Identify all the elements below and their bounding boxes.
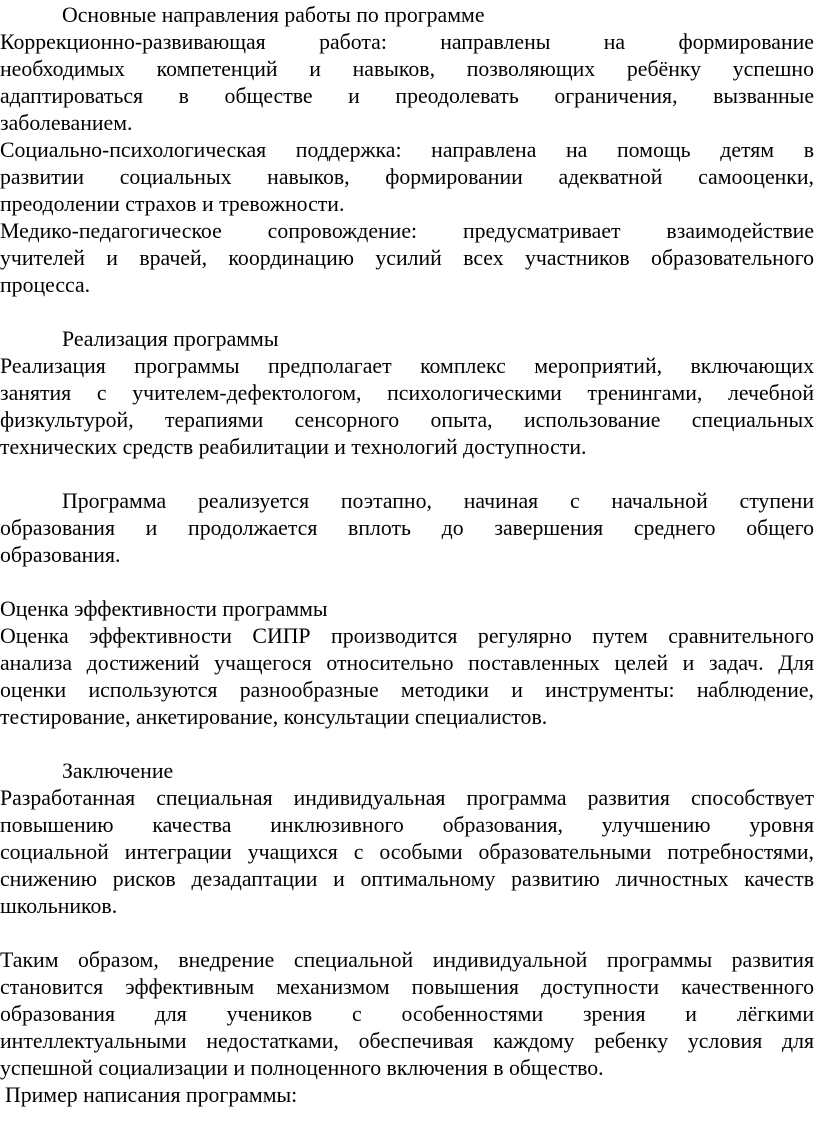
text-line: необходимых компетенций и навыков, позволяющих ребёнку успешно: [0, 57, 814, 81]
directions-paragraph-social: [0, 137, 814, 218]
evaluation-paragraph: [0, 623, 814, 731]
text-line: Реализация программы предполагает комплекс мероприятий, включающих: [0, 354, 814, 378]
text-line: оценки используются разнообразные методики и инструменты: наблюдение,: [0, 678, 814, 702]
text-line: тестирование, анкетирование, консультации специалистов.: [0, 705, 548, 729]
text-line: Социально-психологическая поддержка: направлена на помощь детям в: [0, 138, 814, 162]
text-line: повышению качества инклюзивного образования, улучшению уровня: [0, 813, 814, 837]
conclusion-summary-paragraph: [0, 947, 814, 1082]
text-line: занятия с учителем-дефектологом, психологическими тренингами, лечебной: [0, 381, 814, 405]
evaluation-heading: Оценка эффективности программы: [0, 597, 328, 621]
implementation-stages-paragraph: [0, 488, 814, 569]
implementation-heading: Реализация программы: [62, 327, 279, 351]
directions-paragraph-medical: [0, 218, 814, 299]
text-line: развитии социальных навыков, формировании адекватной самооценки,: [0, 165, 814, 189]
text-line: преодолении страхов и тревожности.: [0, 192, 345, 216]
text-line: образования.: [0, 543, 121, 567]
text-line: Медико-педагогическое сопровождение: предусматривает взаимодействие: [0, 219, 814, 243]
text-line: технических средств реабилитации и технологий доступности.: [0, 435, 587, 459]
example-label: Пример написания программы:: [5, 1083, 298, 1107]
text-line: образования для учеников с особенностями зрения и лёгкими: [0, 1002, 814, 1026]
text-line: анализа достижений учащегося относительно поставленных целей и задач. Для: [0, 651, 814, 675]
text-line: учителей и врачей, координацию усилий всех участников образовательного: [0, 246, 814, 270]
text-line: физкультурой, терапиями сенсорного опыта, использование специальных: [0, 408, 814, 432]
directions-heading: Основные направления работы по программе: [62, 3, 485, 27]
text-line: процесса.: [0, 273, 91, 297]
text-line: Таким образом, внедрение специальной индивидуальной программы развития: [0, 948, 814, 972]
text-line: заболеванием.: [0, 111, 133, 135]
conclusion-heading: Заключение: [62, 759, 174, 783]
implementation-paragraph: [0, 353, 814, 461]
text-line: Разработанная специальная индивидуальная программа развития способствует: [0, 786, 814, 810]
text-line: Оценка эффективности СИПР производится регулярно путем сравнительного: [0, 624, 814, 648]
text-line: образования и продолжается вплоть до завершения среднего общего: [0, 516, 814, 540]
text-line: успешной социализации и полноценного включения в общество.: [0, 1056, 604, 1080]
text-line: адаптироваться в обществе и преодолевать ограничения, вызванные: [0, 84, 814, 108]
text-line: интеллектуальными недостатками, обеспечивая каждому ребенку условия для: [0, 1029, 814, 1053]
text-line: школьников.: [0, 894, 118, 918]
text-line: становится эффективным механизмом повышения доступности качественного: [0, 975, 814, 999]
directions-paragraph-correctional: [0, 29, 814, 137]
text-line: Программа реализуется поэтапно, начиная с начальной ступени: [62, 489, 814, 513]
text-line: снижению рисков дезадаптации и оптимальному развитию личностных качеств: [0, 867, 814, 891]
conclusion-paragraph: [0, 785, 814, 920]
text-line: социальной интеграции учащихся с особыми образовательными потребностями,: [0, 840, 814, 864]
text-line: Коррекционно-развивающая работа: направлены на формирование: [0, 30, 814, 54]
